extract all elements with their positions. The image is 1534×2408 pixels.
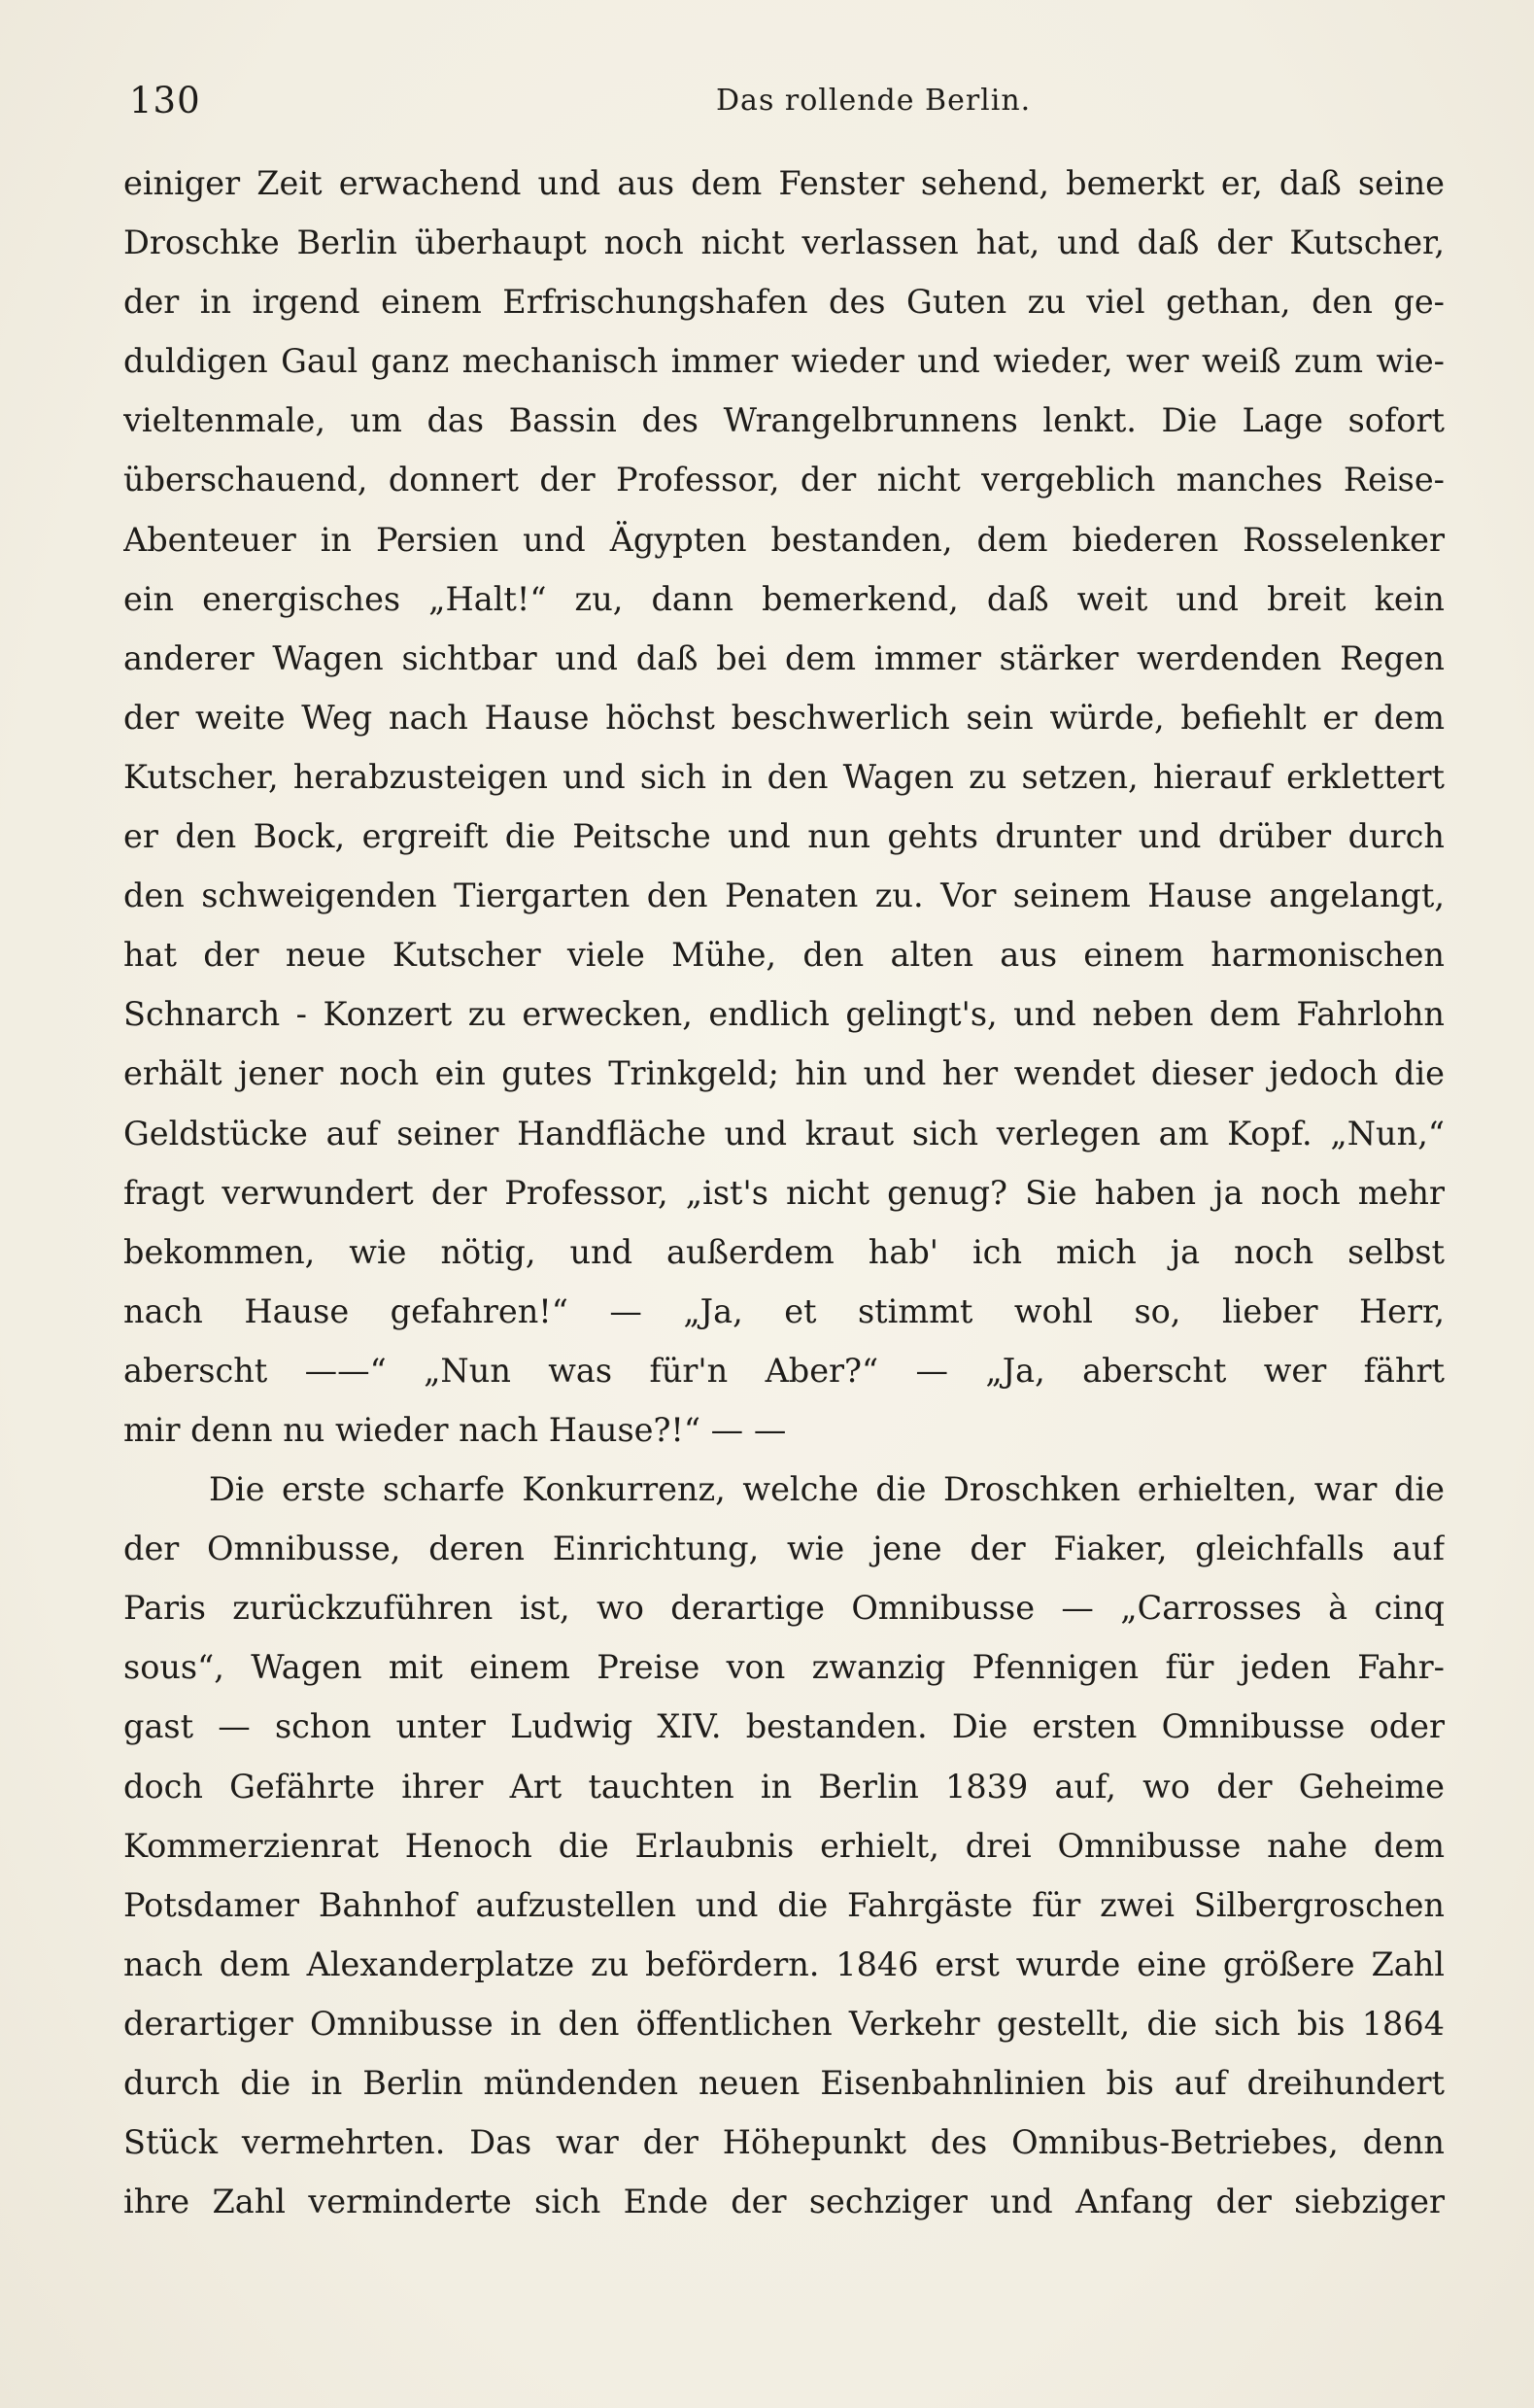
text-line: aberscht ——“ „Nun was für'n Aber?“ — „Ja, aberscht wer fährt xyxy=(123,1351,1445,1390)
text-line: gast — schon unter Ludwig XIV. bestanden. Die ersten Omnibusse oder xyxy=(123,1707,1445,1746)
text-line: sous“, Wagen mit einem Preise von zwanzig Pfennigen für jeden Fahr- xyxy=(123,1648,1445,1687)
text-line: erhält jener noch ein gutes Trinkgeld; hin und her wendet dieser jedoch die xyxy=(123,1054,1445,1093)
text-line: Die erste scharfe Konkurrenz, welche die Droschken erhielten, war die xyxy=(209,1470,1445,1509)
text-line: bekommen, wie nötig, und außerdem hab' ich mich ja noch selbst xyxy=(123,1232,1445,1271)
page-number: 130 xyxy=(129,80,201,121)
text-line: fragt verwundert der Professor, „ist's nicht genug? Sie haben ja noch mehr xyxy=(123,1173,1445,1212)
body-text xyxy=(123,154,1445,2231)
text-line: Stück vermehrten. Das war der Höhepunkt des Omnibus-Betriebes, denn xyxy=(123,2123,1445,2162)
text-line: Kommerzienrat Henoch die Erlaubnis erhielt, drei Omnibusse nahe dem xyxy=(123,1826,1445,1865)
text-line: mir denn nu wieder nach Hause?!“ — — xyxy=(123,1410,787,1449)
text-line: er den Bock, ergreift die Peitsche und nun gehts drunter und drüber durch xyxy=(123,817,1445,856)
text-line: anderer Wagen sichtbar und daß bei dem immer stärker werdenden Regen xyxy=(123,638,1445,677)
text-line: der Omnibusse, deren Einrichtung, wie jene der Fiaker, gleichfalls auf xyxy=(123,1530,1445,1568)
text-line: einiger Zeit erwachend und aus dem Fenster sehend, bemerkt er, daß seine xyxy=(123,164,1445,202)
text-line: überschauend, donnert der Professor, der nicht vergeblich manches Reise- xyxy=(123,461,1445,499)
text-line: Paris zurückzuführen ist, wo derartige Omnibusse — „Carrosses à cinq xyxy=(123,1589,1445,1628)
text-line: derartiger Omnibusse in den öffentlichen Verkehr gestellt, die sich bis 1864 xyxy=(123,2004,1445,2043)
text-line: Schnarch - Konzert zu erwecken, endlich gelingt's, und neben dem Fahrlohn xyxy=(123,995,1445,1034)
text-line: nach dem Alexanderplatze zu befördern. 1846 erst wurde eine größere Zahl xyxy=(123,1944,1445,1983)
text-line: Geldstücke auf seiner Handfläche und kraut sich verlegen am Kopf. „Nun,“ xyxy=(123,1114,1445,1152)
text-line: den schweigenden Tiergarten den Penaten zu. Vor seinem Hause angelangt, xyxy=(123,877,1445,915)
text-line: vieltenmale, um das Bassin des Wrangelbrunnens lenkt. Die Lage sofort xyxy=(123,401,1445,440)
text-line: duldigen Gaul ganz mechanisch immer wieder und wieder, wer weiß zum wie- xyxy=(123,342,1445,381)
text-line: durch die in Berlin mündenden neuen Eisenbahnlinien bis auf dreihundert xyxy=(123,2064,1445,2102)
text-line: Potsdamer Bahnhof aufzustellen und die Fahrgäste für zwei Silbergroschen xyxy=(123,1885,1445,1924)
text-line: Abenteuer in Persien und Ägypten bestanden, dem biederen Rosselenker xyxy=(123,520,1445,559)
text-line: ein energisches „Halt!“ zu, dann bemerkend, daß weit und breit kein xyxy=(123,579,1445,618)
text-line: ihre Zahl verminderte sich Ende der sechziger und Anfang der siebziger xyxy=(123,2183,1445,2221)
text-line: doch Gefährte ihrer Art tauchten in Berlin 1839 auf, wo der Geheime xyxy=(123,1767,1445,1806)
text-line: Kutscher, herabzusteigen und sich in den Wagen zu setzen, hierauf erklettert xyxy=(123,757,1445,796)
text-line: der weite Weg nach Hause höchst beschwerlich sein würde, befiehlt er dem xyxy=(123,698,1445,737)
running-title: Das rollende Berlin. xyxy=(716,84,1032,118)
text-line: nach Hause gefahren!“ — „Ja, et stimmt wohl so, lieber Herr, xyxy=(123,1291,1445,1330)
text-line: hat der neue Kutscher viele Mühe, den alten aus einem harmonischen xyxy=(123,936,1445,975)
text-line: Droschke Berlin überhaupt noch nicht verlassen hat, und daß der Kutscher, xyxy=(123,224,1445,262)
text-line: der in irgend einem Erfrischungshafen des Guten zu viel gethan, den ge- xyxy=(123,283,1445,322)
page-header xyxy=(123,80,1445,138)
